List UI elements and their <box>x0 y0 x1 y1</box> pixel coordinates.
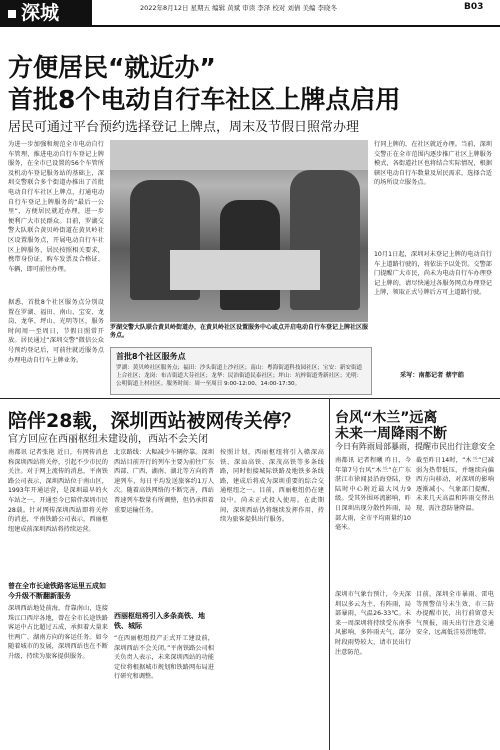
square-icon <box>8 10 16 18</box>
photo-caption: 罗湖交警大队联合黄贝岭街道办，在黄贝岭社区设置服务中心或点开启电动自行车登记上牌社区服务点。 <box>110 324 369 339</box>
lead-headline: 首批8个电动自行车社区上牌点启用 <box>8 85 401 114</box>
story3-title-line1: 台风“木兰”远离 <box>335 410 438 426</box>
story2-headline: 陪伴28载，深圳西站被网传关停？ <box>8 410 301 432</box>
page-header <box>0 0 500 26</box>
section-tab <box>0 0 92 26</box>
story3-subhead: 今日有阵雨局部暴雨，提醒市民出行注意安全 <box>335 442 495 451</box>
lead-body-col3: 行同上牌的，在社区就近办理。当前，深圳交警正在全市范围内逐步推广社区上牌服务模式，各街道社区也将结合实际情况，根据辖区电动自行车数量及居民需求，选择合适的场所设立服务点。 <box>374 141 492 187</box>
story2-col2b: “在西丽枢纽投产正式开工建设前，深圳西站不会关闭。”平南铁路公司相关负责人表示，未来深圳西站的功能定位将根据城市规划和铁路网布局进行研究和调整。 <box>114 635 214 681</box>
page-number: B03 <box>464 2 484 12</box>
infobox-text: 罗湖：黄贝岭社区服务点；福田：沙头街道上沙社区；南山：粤海街道科技园社区；宝安：新安街道上合社区；龙岗：布吉街道大芬社区；龙华：民治街道民泰社区；坪山：坑梓街道秀新社区；光明：公明街道上村社区。服务时间：周一至周日 9:00-12:00、14:00-17:30。 <box>116 365 363 387</box>
header-meta: 2022年8月12日 星期五 编辑 黄斌 审读 李泽 校对 刘倩 美编 李晓冬 <box>140 4 338 12</box>
story3-col2b: 目前，深圳全市暴雨、雷电等预警信号未生效，市三防办提醒市民，出行前留意天气预报，雨天出行注意交通安全，远离低洼易涝地带。 <box>416 591 494 637</box>
story2-side-title: 曾在全市长途铁路客运里五成如今升级不断翻新服务 <box>8 582 106 600</box>
story2-col1: 南都讯 记者张艳 近日，有网传消息称深圳西站将关停，引起不少市民的关注。对于网上流传的消息，平南铁路公司表示，深圳西站位于南山区，1993年开通运营，是深圳最早的火车站之一，开通至今已陪伴深圳市民28载。针对网传深圳西站即将关停的消息，平南铁路公司表示，西丽枢纽建成前深圳西站将持续运营。 <box>8 449 108 533</box>
lead-body-col3b: 10月1日起，深圳对未登记上牌的电动自行车上道路行驶的，将依法予以处罚。交警部门提醒广大市民，尚未为电动自行车办理登记上牌的，请尽快通过各服务网点办理登记上牌，领取正式号牌后方可上道路行驶。 <box>374 251 492 297</box>
story2-col3: 按照计划，西丽枢纽将引入赣深高铁、深汕高铁、深茂高铁等多条线路，同时衔接城际铁路及地铁多条线路，建成后将成为深圳重要的综合交通枢纽之一。目前，西丽枢纽仍在建设中，尚未正式投入使用。在此期间，深圳西站仍将继续发挥作用，持续为旅客提供出行服务。 <box>220 449 324 524</box>
column-divider <box>329 398 330 750</box>
lead-body-col1b: 据悉，首批8个社区服务点分别设置在罗湖、福田、南山、宝安、龙岗、龙华、坪山、光明等区，服务时间周一至周日，节假日照常开放。居民通过“深圳交警”微信公众号预约登记后，可前往就近服务点办理电动自行车上牌业务。 <box>8 299 104 364</box>
service-points-box <box>110 347 372 395</box>
header-rule <box>0 25 500 27</box>
story2-subhead: 官方回应在西丽枢纽未建设前，西站不会关闭 <box>8 434 208 445</box>
story2-col1b: 深圳西站地处前海，背靠南山，连接珠江口西岸各地，曾在全市长途铁路客运中占比超过五成，承担着大量来往两广、湖南方向的客运任务。如今随着城市的发展，深圳西站也在不断升级，持续为旅客提供服务。 <box>8 605 108 660</box>
story3-title-line2: 未来一周降雨不断 <box>335 426 447 442</box>
lead-subhead: 居民可通过平台预约选择登记上牌点，周末及节假日照常办理 <box>8 120 360 135</box>
story3-col1b: 深圳市气象台预计，今天深圳以多云为主，有阵雨，局部暴雨，气温26-33℃。未来一周深圳将持续受东南季风影响，多阵雨天气，部分时段雨势较大，请市民出行注意防范。 <box>335 591 411 656</box>
section-divider <box>0 398 500 399</box>
story2-col2: 北京路线：大幅减少车辆停靠。深圳西站目前开行的列车主要为前往广东西部、广西、湖南、湖北等方向的普速列车，每日平均发送旅客约1万人次。随着高铁网络的不断完善，西站普速列车数量有所调整，但仍承担着重要运输任务。 <box>114 449 214 514</box>
story3-col2: 截至昨日14时，“木兰”已减弱为热带低压，并继续向偏西方向移动，对深圳的影响逐渐减小。气象部门提醒，未来几天高温和阵雨交替出现，需注意防暑降温。 <box>416 457 494 512</box>
story3-col1: 南都讯 记者程曦 昨日，今年第7号台风“木兰”在广东湛江市徐闻县沿海登陆，登陆时中心附近最大风力9级。受其外围环流影响，昨日深圳出现分散性阵雨，局部大雨，全市平均雨量约10毫米。 <box>335 457 411 532</box>
section-label: 深城 <box>21 2 60 24</box>
lead-photo <box>110 140 368 322</box>
story2-col2b-title: 西丽枢纽将引入多条高铁、地铁、城际 <box>114 612 205 630</box>
lead-kicker: 方便居民“就近办” <box>8 53 216 82</box>
infobox-title: 首批8个社区服务点 <box>116 352 186 361</box>
lead-body-col1: 为进一步加强和规范全市电动自行车管理，推进电动自行车登记上牌服务，在全市已设置的56个车管所及机动车登记服务站的基础上，深圳交警联合多个街道办推出了首批电动自行车社区上牌点，打通电动自行车登记上牌服务的“最后一公里”，方便居民就近办理，进一步便利广大市民群众。目前，罗湖交警大队联合黄贝岭街道在黄贝岭社区设置服务点，开展电动自行车社区上牌服务，居民按照相关要求，携带身份证、购车发票及合格证、车辆，即可前往办理。 <box>8 141 104 273</box>
lead-byline: 采写：南都记者 蔡宇皓 <box>400 372 465 379</box>
